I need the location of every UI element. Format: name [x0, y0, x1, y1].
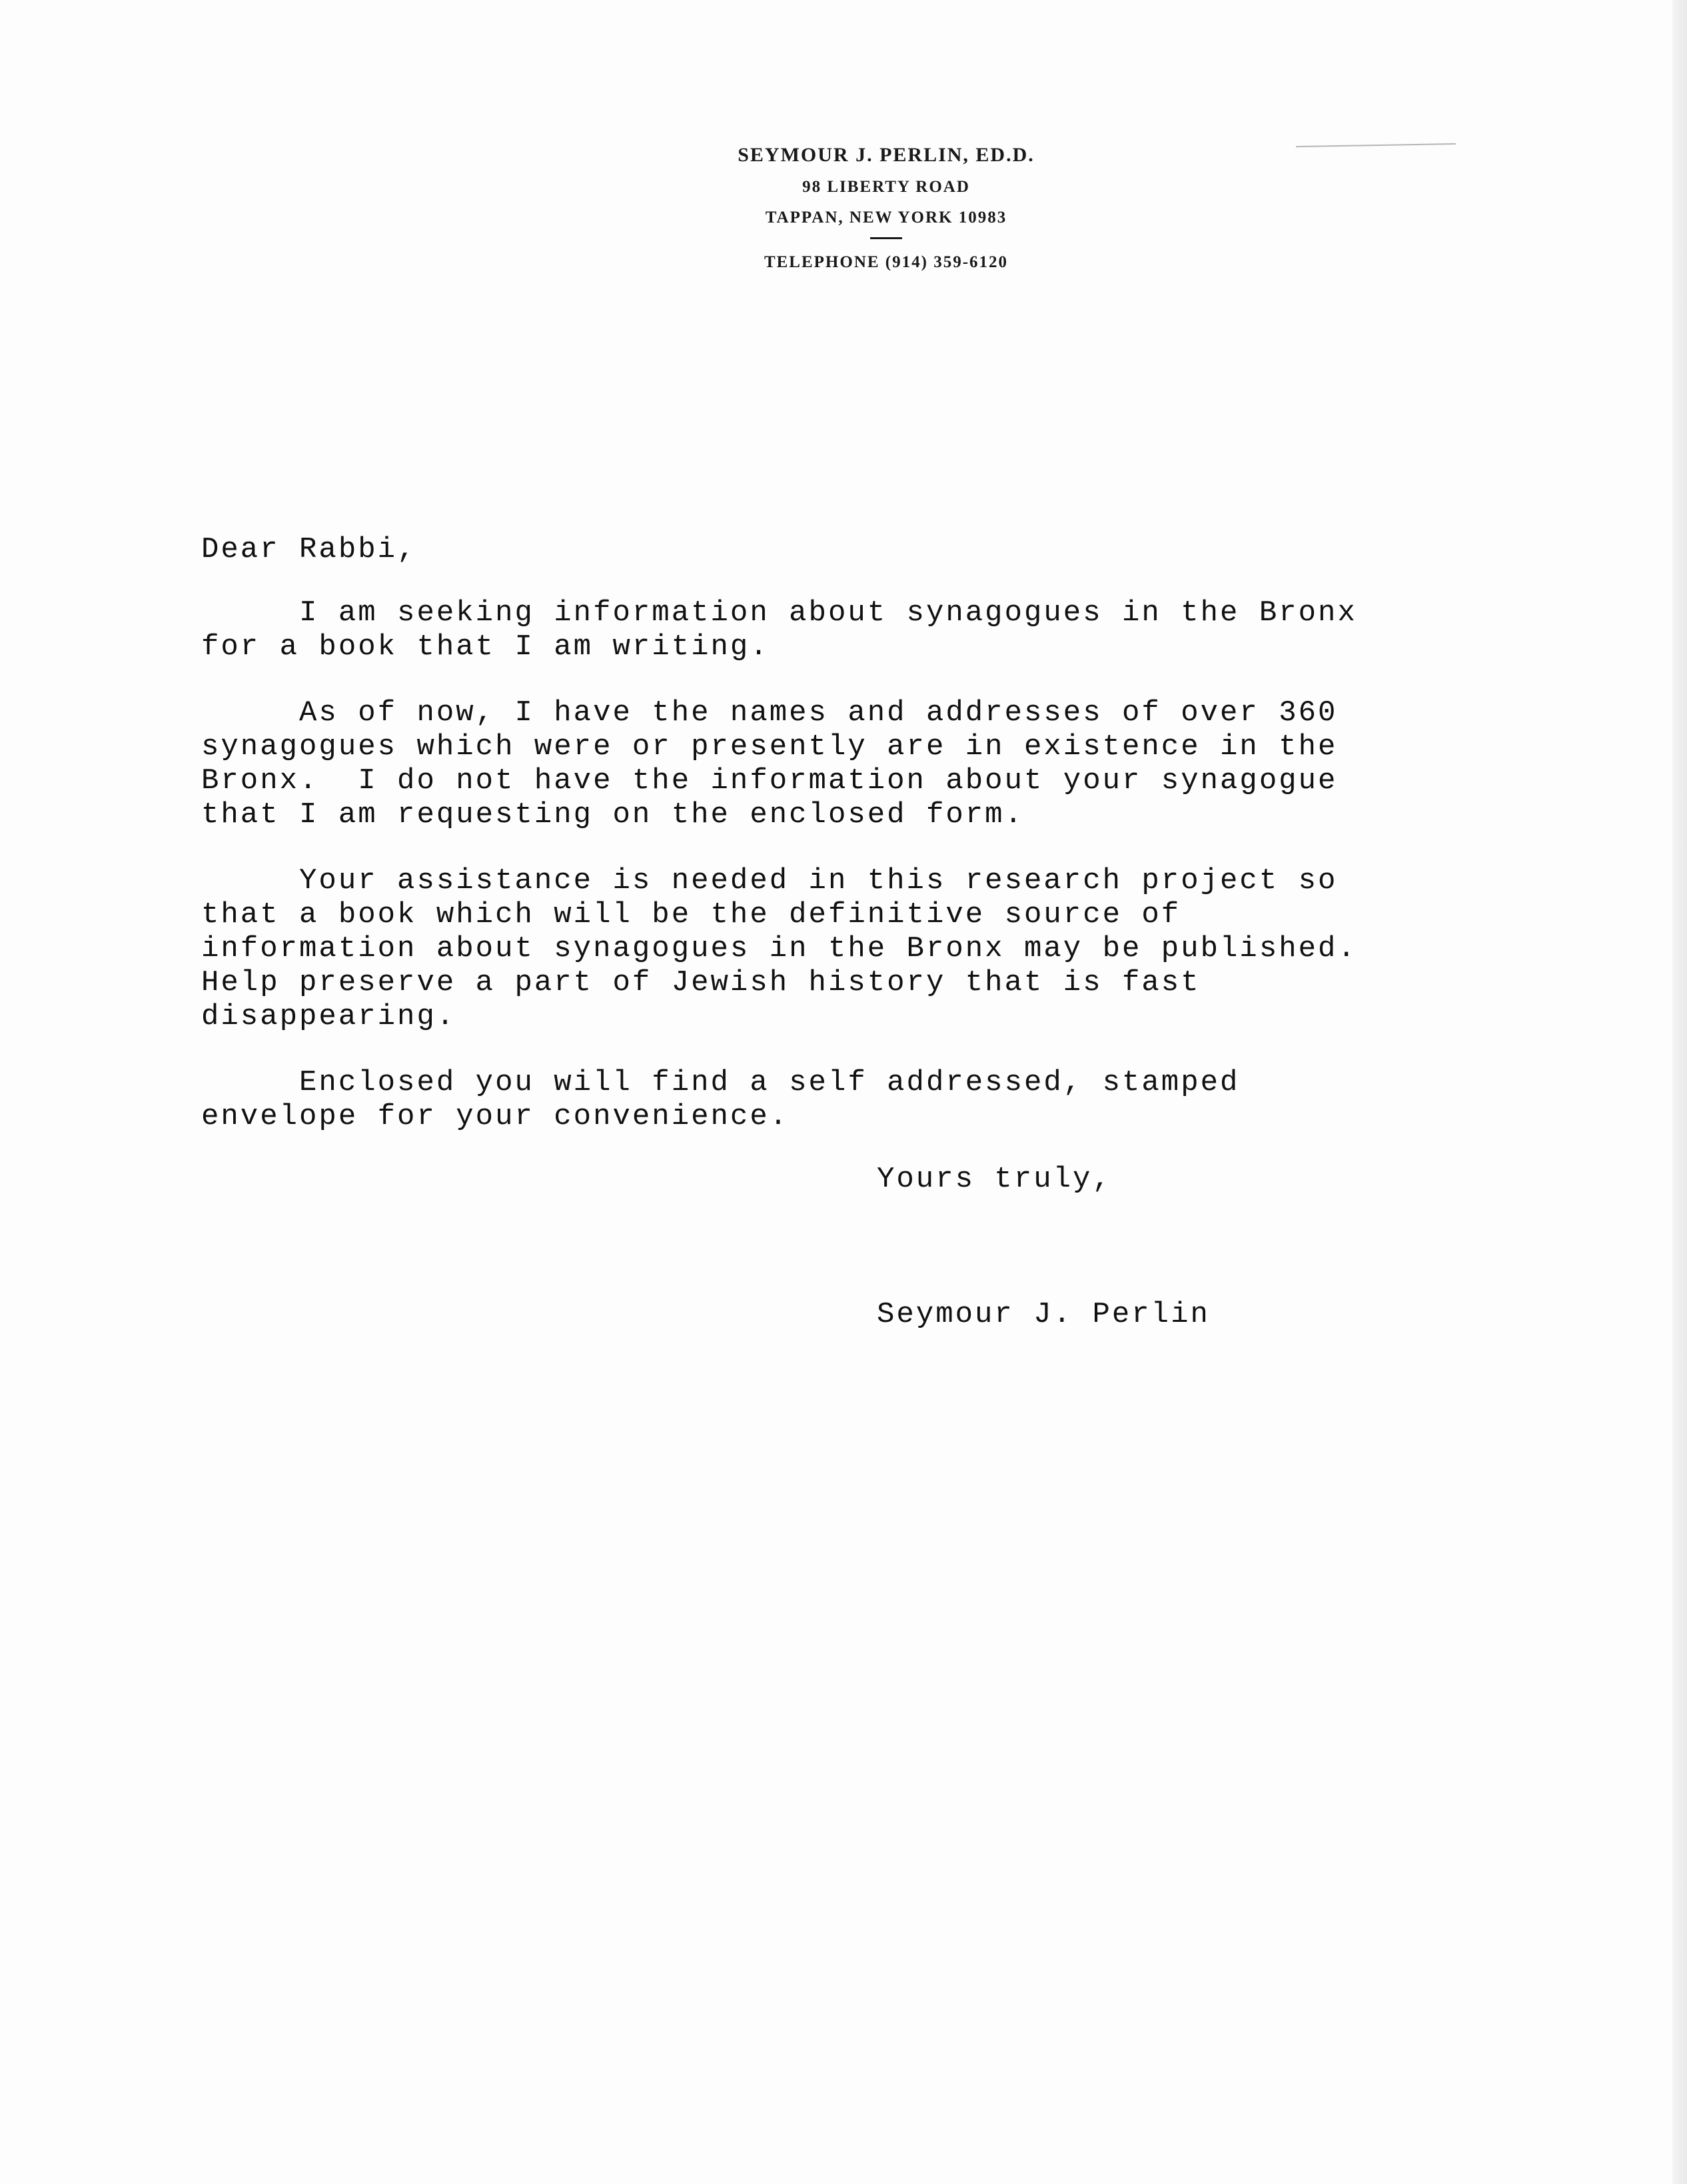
signature: Seymour J. Perlin	[877, 1298, 1210, 1331]
paragraph-line: synagogues which were or presently are in existence in the	[201, 730, 1338, 764]
stray-pen-mark	[1296, 143, 1456, 147]
paragraph-line: information about synagogues in the Bronx may be published.	[201, 932, 1357, 965]
paragraph-line: envelope for your convenience.	[201, 1100, 790, 1133]
paragraph-line: Enclosed you will find a self addressed, stamped	[201, 1066, 1240, 1099]
letter-body	[201, 533, 1467, 1166]
letterhead-rule	[870, 237, 902, 239]
letterhead	[633, 139, 1139, 278]
paragraph-line: that I am requesting on the enclosed form.	[201, 798, 1024, 831]
paragraph-line: Bronx. I do not have the information about your synagogue	[201, 764, 1338, 798]
paragraph-line: As of now, I have the names and addresses of over 360	[201, 696, 1338, 730]
paragraph-line: Help preserve a part of Jewish history that is fast	[201, 966, 1201, 999]
letterhead-city: TAPPAN, NEW YORK 10983	[765, 209, 1007, 227]
paragraph	[201, 696, 1467, 832]
paragraph	[201, 1066, 1467, 1134]
letterhead-telephone: TELEPHONE (914) 359-6120	[764, 253, 1009, 271]
paragraph	[201, 864, 1467, 1034]
salutation: Dear Rabbi,	[201, 533, 417, 566]
letterhead-name: SEYMOUR J. PERLIN, ED.D.	[738, 144, 1035, 166]
paragraph-line: I am seeking information about synagogues in the Bronx	[201, 596, 1357, 630]
letterhead-street: 98 LIBERTY ROAD	[802, 178, 970, 196]
closing: Yours truly,	[877, 1163, 1112, 1196]
page-edge-shadow	[1672, 0, 1687, 2184]
paragraph-line: that a book which will be the definitive source of	[201, 898, 1181, 931]
paragraph-line: Your assistance is needed in this research project so	[201, 864, 1338, 897]
paragraph-line: for a book that I am writing.	[201, 630, 770, 664]
paragraph	[201, 596, 1467, 664]
paragraph-line: disappearing.	[201, 1000, 456, 1033]
